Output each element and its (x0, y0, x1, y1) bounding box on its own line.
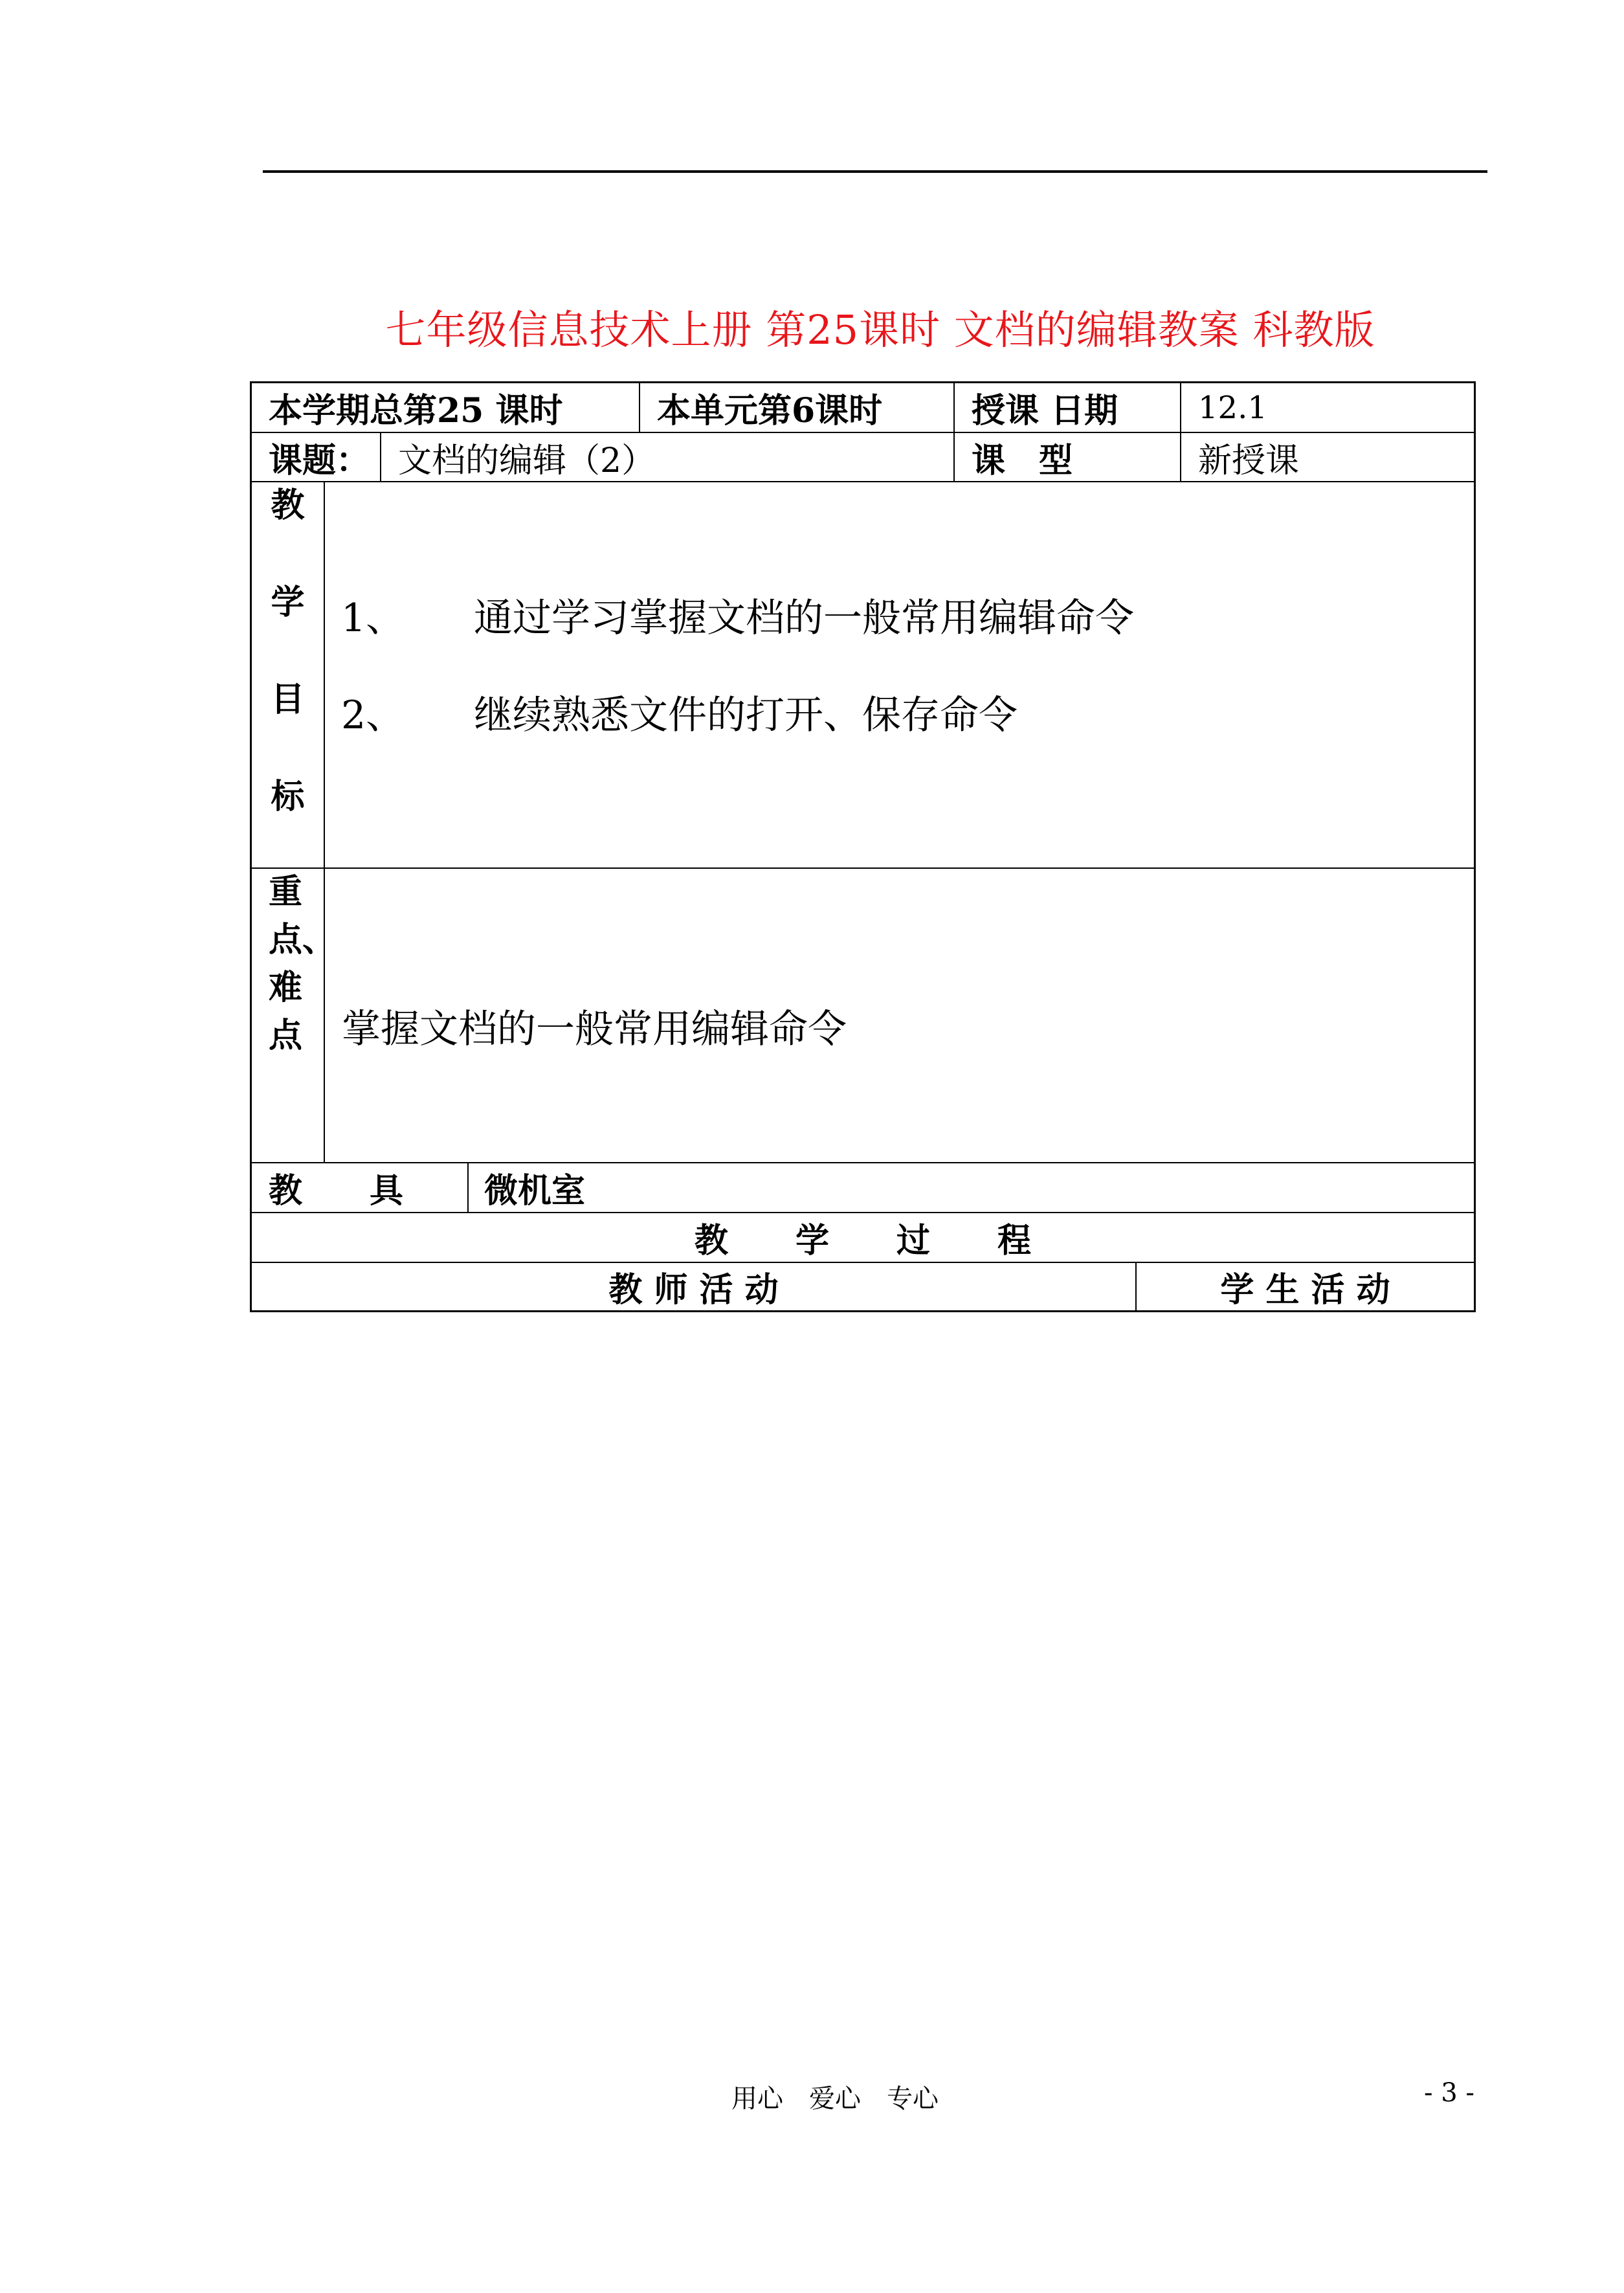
objectives-list (341, 596, 1134, 793)
objectives-label-char: 标 (271, 777, 305, 816)
keypoints-label-line: 重 (269, 872, 303, 912)
objectives-label-char: 教 (271, 486, 305, 525)
term-lesson-text: 本学期总第25 课时 (269, 391, 563, 431)
date-label-cell (955, 383, 1181, 433)
type-value: 新授课 (1198, 441, 1300, 480)
tools-value-cell (469, 1163, 1474, 1213)
topic-value-cell (381, 433, 955, 482)
objectives-label-char: 目 (271, 680, 305, 719)
tools-value: 微机室 (484, 1171, 586, 1211)
objective-number: 1、 (341, 596, 405, 641)
lesson-plan-table (250, 381, 1476, 1312)
unit-lesson-text: 本单元第6课时 (657, 391, 883, 431)
student-activity-header-cell (1137, 1263, 1474, 1310)
date-value: 12.1 (1198, 389, 1267, 426)
process-heading: 教 学 过 程 (694, 1221, 1031, 1260)
keypoints-label-cell (252, 869, 337, 1163)
keypoints-label-line: 难 (269, 968, 303, 1007)
objective-item (341, 596, 1134, 696)
teacher-activity-label: 教 师 活 动 (608, 1270, 779, 1310)
topic-label: 课题： (269, 440, 370, 480)
objective-text: 继续熟悉文件的打开、保存命令 (474, 693, 1018, 738)
keypoints-text: 掌握文档的一般常用编辑命令 (342, 1007, 847, 1052)
objective-number: 2、 (341, 693, 405, 738)
header-rule (263, 170, 1487, 173)
footer-motto: 用心 爱心 专心 (731, 2084, 939, 2114)
date-value-cell (1181, 383, 1474, 433)
date-label: 授课 日期 (972, 391, 1118, 431)
type-value-cell (1181, 433, 1474, 482)
keypoints-label-line: 点、 (269, 920, 337, 959)
objectives-label-char: 学 (271, 583, 305, 622)
objective-text: 通过学习掌握文档的一般常用编辑命令 (474, 596, 1134, 641)
document-title: 七年级信息技术上册 第25课时 文档的编辑教案 科教版 (385, 306, 1375, 353)
teacher-activity-header-cell (252, 1263, 1137, 1310)
page-number: - 3 - (1424, 2078, 1474, 2108)
student-activity-label: 学 生 活 动 (1220, 1270, 1390, 1310)
process-heading-cell (252, 1213, 1474, 1263)
objectives-label-cell (252, 482, 325, 869)
objectives-content-cell (325, 482, 1474, 869)
topic-value: 文档的编辑（2） (398, 441, 656, 480)
keypoints-content-cell (325, 869, 1474, 1163)
tools-label-cell (252, 1163, 469, 1213)
topic-label-cell (252, 433, 381, 482)
objective-item (341, 693, 1134, 793)
keypoints-label-line: 点 (269, 1016, 303, 1055)
term-lesson-cell (252, 383, 640, 433)
unit-lesson-cell (640, 383, 955, 433)
type-label-cell (955, 433, 1181, 482)
type-label: 课 型 (972, 440, 1073, 480)
tools-label: 教 具 (269, 1171, 404, 1211)
